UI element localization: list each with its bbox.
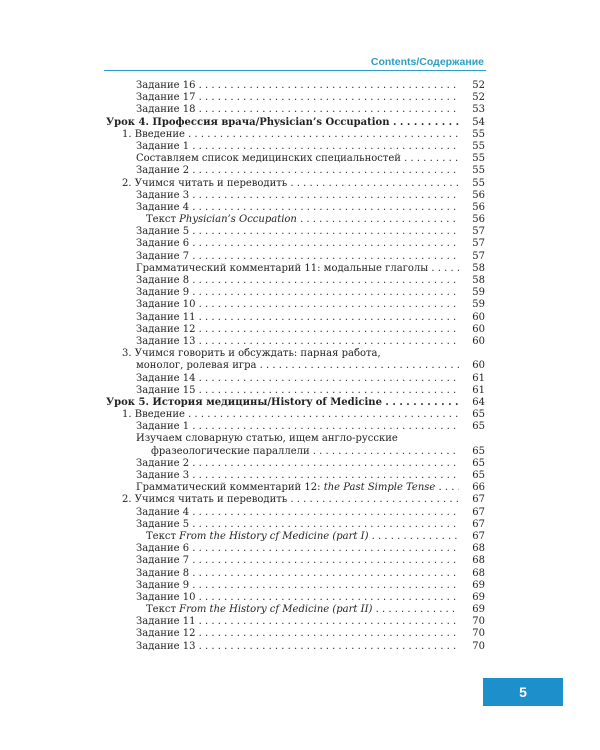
toc-entry	[106, 446, 485, 458]
toc-entry-title	[106, 92, 459, 104]
toc-entry-page: 57	[472, 226, 485, 238]
toc-entry-text: Грамматический комментарий 11: модальные глаголы	[136, 262, 429, 274]
toc-entry-prefix: Текст	[146, 530, 180, 542]
toc-entry	[106, 80, 485, 92]
toc-entry-text: Задание 10	[136, 591, 196, 603]
toc-entry-text: Урок 4. Профессия врача/Physician’s Occupation	[106, 116, 390, 128]
toc-entry-page: 64	[472, 396, 485, 408]
toc-entry-page: 67	[472, 506, 485, 518]
toc-entry	[106, 421, 485, 433]
toc-entry-title	[106, 543, 459, 555]
toc-entry	[106, 299, 485, 311]
toc-entry	[106, 458, 485, 470]
toc-entry-page: 52	[472, 92, 485, 104]
toc-entry-text: Задание 11	[136, 311, 196, 323]
toc-entry	[106, 628, 485, 640]
toc-entry-text: 2. Учимся читать и переводить	[122, 177, 288, 189]
toc-entry-page: 67	[472, 530, 485, 542]
toc-entry-text: Задание 1	[136, 421, 190, 433]
toc-entry-page: 60	[472, 360, 485, 372]
toc-entry-italic-title: the Past Simple Tense	[323, 482, 436, 494]
toc-entry-title	[106, 312, 459, 324]
toc-entry-page: 55	[472, 165, 485, 177]
toc-entry-title	[106, 555, 459, 567]
toc-entry-title	[106, 348, 459, 360]
toc-entry-page: 56	[472, 189, 485, 201]
toc-entry-title	[106, 360, 459, 372]
toc-entry	[106, 92, 485, 104]
toc-entry-text: Задание 16	[136, 80, 196, 91]
toc-entry-page: 52	[472, 80, 485, 91]
toc-entry-title	[106, 238, 459, 250]
toc-entry-italic-title: From the History cf Medicine (part I)	[179, 530, 369, 542]
toc-entry-page: 65	[472, 470, 485, 481]
toc-entry-page: 67	[472, 494, 485, 506]
toc-entry-text: Задание 4	[136, 506, 190, 518]
toc-entry-text: Урок 5. История медицины/History of Medicine	[106, 396, 382, 408]
toc-entry-title	[106, 604, 459, 616]
toc-entry-text: 1. Введение	[122, 409, 185, 421]
toc-entry	[106, 360, 485, 372]
toc-entry-title	[106, 80, 459, 92]
table-of-contents	[106, 80, 485, 653]
toc-entry	[106, 153, 485, 165]
toc-entry	[106, 251, 485, 263]
toc-entry	[106, 336, 485, 348]
toc-entry	[106, 312, 485, 324]
toc-entry-title	[106, 202, 459, 214]
toc-entry	[106, 385, 485, 397]
toc-entry-text: Задание 2	[136, 165, 190, 177]
toc-entry-page: 60	[472, 323, 485, 335]
toc-entry-page: 70	[472, 640, 485, 652]
toc-entry-text: Задание 4	[136, 201, 190, 213]
toc-entry	[106, 287, 485, 299]
toc-entry-text: 3. Учимся говорить и обсуждать: парная работа,	[122, 348, 381, 360]
toc-entry	[106, 238, 485, 250]
toc-entry	[106, 275, 485, 287]
toc-entry-text: монолог, ролевая игра	[136, 360, 257, 372]
toc-entry	[106, 433, 485, 445]
toc-entry-text: Задание 17	[136, 92, 196, 104]
toc-entry-page: 57	[472, 238, 485, 250]
toc-entry	[106, 104, 485, 116]
toc-entry	[106, 214, 485, 226]
toc-entry	[106, 141, 485, 153]
toc-entry-title	[106, 580, 459, 592]
toc-entry	[106, 178, 485, 190]
toc-entry-title	[106, 214, 459, 226]
toc-entry-text: Задание 13	[136, 335, 196, 347]
toc-entry-title	[106, 397, 459, 409]
toc-entry-title	[106, 519, 459, 531]
toc-entry	[106, 543, 485, 555]
toc-entry-text: 2. Учимся читать и переводить	[122, 494, 288, 506]
toc-entry-text: Задание 9	[136, 287, 190, 299]
toc-entry-page: 70	[472, 628, 485, 640]
toc-entry	[106, 409, 485, 421]
toc-entry-page: 69	[472, 579, 485, 591]
toc-entry-title	[106, 153, 459, 165]
toc-entry-title	[106, 226, 459, 238]
toc-entry-page: 65	[472, 445, 485, 457]
toc-entry	[106, 202, 485, 214]
toc-entry-title	[106, 129, 459, 141]
toc-entry-title	[106, 616, 459, 628]
toc-entry-text: Задание 6	[136, 543, 190, 555]
toc-entry	[106, 348, 485, 360]
toc-entry-page: 61	[472, 384, 485, 396]
toc-entry-page: 59	[472, 287, 485, 299]
toc-entry-title	[106, 409, 459, 421]
toc-entry-page: 68	[472, 555, 485, 567]
toc-entry-text: Задание 7	[136, 250, 190, 262]
toc-entry-title	[106, 165, 459, 177]
toc-entry	[106, 470, 485, 482]
toc-entry-title	[106, 251, 459, 263]
page-number: 5	[519, 684, 527, 700]
toc-entry-text: Задание 15	[136, 384, 196, 396]
toc-entry-text: Задание 9	[136, 579, 190, 591]
toc-entry	[106, 190, 485, 202]
toc-entry-text: Составляем список медицинских специальностей	[136, 153, 401, 165]
toc-entry-title	[106, 373, 459, 385]
toc-entry-title	[106, 433, 459, 445]
toc-entry	[106, 604, 485, 616]
toc-entry-page: 69	[472, 591, 485, 603]
toc-entry-title	[106, 482, 459, 494]
toc-entry-page: 54	[472, 116, 485, 128]
toc-entry-page: 55	[472, 128, 485, 140]
toc-entry-text: Изучаем словарную статью, ищем англо-русские	[136, 433, 398, 445]
toc-entry	[106, 226, 485, 238]
toc-entry-page: 55	[472, 153, 485, 165]
toc-entry-page: 60	[472, 335, 485, 347]
toc-entry-text: Задание 7	[136, 555, 190, 567]
toc-entry-page: 56	[472, 214, 485, 226]
toc-entry-title	[106, 385, 459, 397]
toc-entry-title	[106, 421, 459, 433]
toc-entry-title	[106, 104, 459, 116]
toc-entry-page: 68	[472, 543, 485, 555]
header-title: Contents/Содержание	[370, 56, 484, 68]
toc-entry-page: 60	[472, 311, 485, 323]
toc-entry	[106, 129, 485, 141]
toc-entry-page: 69	[472, 604, 485, 616]
toc-entry-title	[106, 190, 459, 202]
toc-entry	[106, 507, 485, 519]
toc-entry-title	[106, 592, 459, 604]
toc-entry-text: Задание 12	[136, 628, 196, 640]
toc-entry	[106, 494, 485, 506]
toc-entry-prefix: Грамматический комментарий 12:	[136, 482, 324, 494]
toc-entry	[106, 580, 485, 592]
toc-entry	[106, 482, 485, 494]
toc-entry-title	[106, 507, 459, 519]
toc-entry-text: Задание 5	[136, 226, 190, 238]
toc-entry	[106, 555, 485, 567]
toc-entry-text: Задание 2	[136, 457, 190, 469]
toc-entry-title	[106, 263, 459, 275]
toc-entry-title	[106, 458, 459, 470]
toc-entry-text: Задание 1	[136, 140, 190, 152]
toc-entry-prefix: Текст	[146, 604, 180, 616]
toc-entry-page: 56	[472, 201, 485, 213]
toc-entry-text: 1. Введение	[122, 128, 185, 140]
toc-entry-title	[106, 531, 459, 543]
toc-entry-text: Задание 8	[136, 275, 190, 286]
page-number-badge	[483, 678, 563, 706]
toc-entry	[106, 568, 485, 580]
toc-entry-text: Задание 14	[136, 372, 196, 384]
toc-entry-title	[106, 178, 459, 190]
header-divider	[104, 70, 486, 71]
toc-entry-text: Задание 10	[136, 299, 196, 311]
toc-entry-page: 65	[472, 421, 485, 433]
toc-entry-text: фразеологические параллели	[151, 445, 310, 457]
toc-entry	[106, 519, 485, 531]
toc-entry	[106, 373, 485, 385]
toc-entry-title	[106, 299, 459, 311]
toc-entry-title	[106, 324, 459, 336]
toc-entry-page: 68	[472, 567, 485, 579]
toc-entry-page: 57	[472, 250, 485, 262]
toc-entry-text: Задание 13	[136, 640, 196, 652]
toc-entry-text: Задание 18	[136, 104, 196, 116]
toc-entry-text: Задание 11	[136, 616, 196, 628]
toc-entry-title	[106, 470, 459, 482]
toc-entry	[106, 324, 485, 336]
toc-entry-title	[106, 275, 459, 287]
toc-entry	[106, 616, 485, 628]
toc-entry-title	[106, 641, 459, 653]
toc-entry-title	[106, 336, 459, 348]
toc-entry	[106, 641, 485, 653]
toc-entry-page: 65	[472, 457, 485, 469]
toc-entry	[106, 117, 485, 129]
toc-entry-title	[106, 568, 459, 580]
toc-entry-page: 55	[472, 140, 485, 152]
toc-entry-page: 59	[472, 299, 485, 311]
toc-entry-title	[106, 446, 459, 458]
toc-entry-italic-title: Physician’s Occupation	[179, 214, 297, 226]
toc-entry-page: 53	[472, 104, 485, 116]
toc-entry-page: 55	[472, 177, 485, 189]
toc-entry	[106, 397, 485, 409]
toc-entry-title	[106, 628, 459, 640]
toc-entry-text: Задание 12	[136, 323, 196, 335]
toc-entry-italic-title: From the History cf Medicine (part II)	[179, 604, 373, 616]
toc-entry-title	[106, 117, 459, 129]
toc-entry-page: 70	[472, 616, 485, 628]
toc-entry-title	[106, 287, 459, 299]
toc-entry-page: 66	[472, 482, 485, 494]
toc-entry-title	[106, 494, 459, 506]
toc-entry-text: Задание 6	[136, 238, 190, 250]
toc-entry-page: 65	[472, 409, 485, 421]
toc-entry	[106, 592, 485, 604]
toc-entry-page: 61	[472, 372, 485, 384]
toc-entry	[106, 165, 485, 177]
toc-entry-text: Задание 3	[136, 189, 190, 201]
toc-entry-text: Задание 8	[136, 567, 190, 579]
toc-entry	[106, 263, 485, 275]
toc-entry-page: 67	[472, 518, 485, 530]
toc-entry-page: 58	[472, 275, 485, 286]
toc-entry-title	[106, 141, 459, 153]
toc-entry	[106, 531, 485, 543]
toc-entry-text: Задание 3	[136, 470, 190, 481]
toc-entry-text: Задание 5	[136, 518, 190, 530]
toc-entry-prefix: Текст	[146, 214, 180, 226]
toc-entry-page: 58	[472, 262, 485, 274]
